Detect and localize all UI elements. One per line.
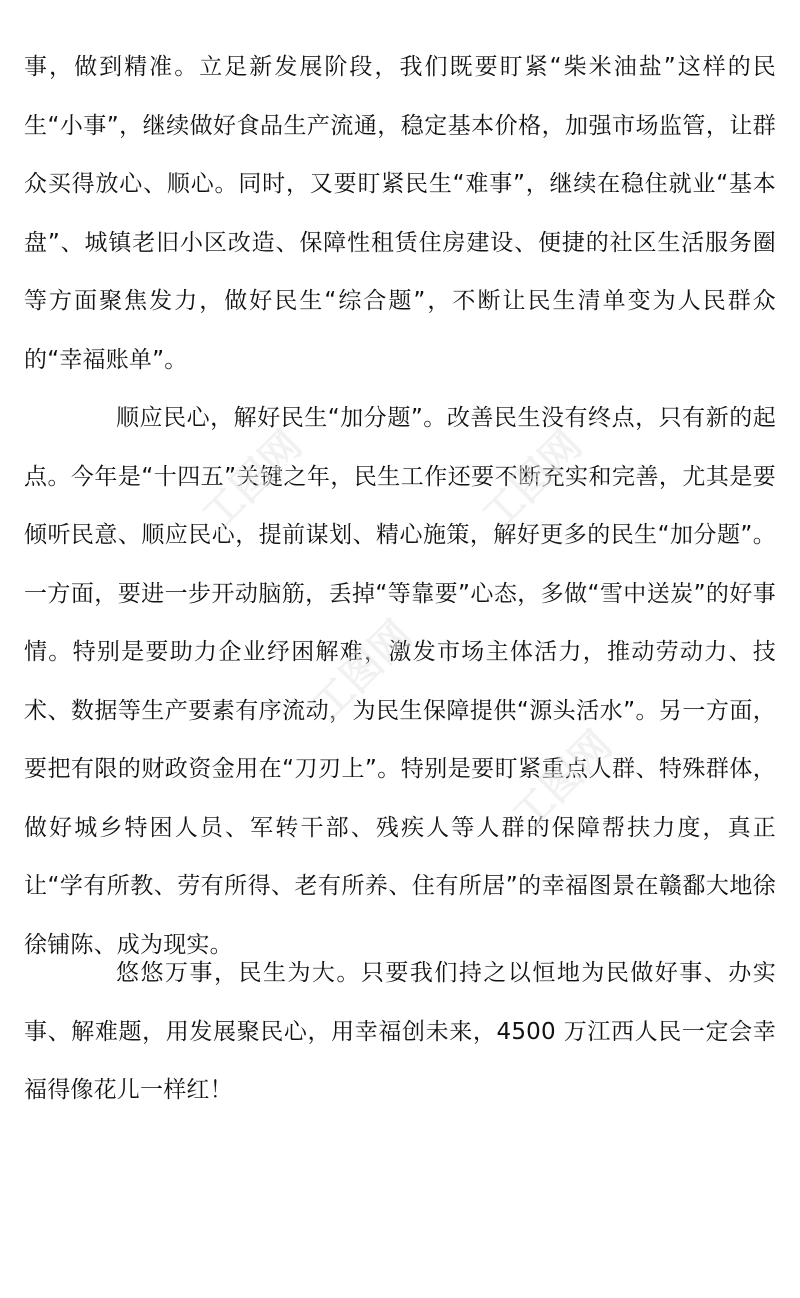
paragraph-1: 事，做到精准。立足新发展阶段，我们既要盯紧“柴米油盐”这样的民生“小事”，继续做好食品生产流通，稳定基本价格，加强市场监管，让群众买得放心、顺心。同时，又要盯紧民生“难事”，继续在稳住就业“基本盘”、城镇老旧小区改造、保障性租赁住房建设、便捷的社区生活服务圈等方面聚焦发力，做好民生“综合题”，不断让民生清单变为人民群众的“幸福账单”。 xyxy=(24,54,776,373)
watermark: 工图网 xyxy=(193,422,312,540)
paragraph-2: 顺应民心，解好民生“加分题”。改善民生没有终点，只有新的起点。今年是“十四五”关键之年，民生工作还要不断充实和完善，尤其是要倾听民意、顺应民心，提前谋划、精心施策，解好更多的民生“加分题”。一方面，要进一步开动脑筋，丢掉“等靠要”心态，多做“雪中送炭”的好事情。特别是要助力企业纾困解难，激发市场主体活力，推动劳动力、技术、数据等生产要素有序流动，为民生保障提供“源头活水”。另一方面，要把有限的财政资金用在“刀刃上”。特别是要盯紧重点人群、特殊群体，做好城乡特困人员、军转干部、残疾人等人群的保障帮扶力度，真正让“学有所教、劳有所得、老有所养、住有所居”的幸福图景在赣鄱大地徐徐铺陈、成为现实。 xyxy=(24,405,776,958)
watermark: 工图网 xyxy=(303,612,422,730)
paragraph-3: 悠悠万事，民生为大。只要我们持之以恒地为民做好事、办实事、解难题，用发展聚民心，用幸福创未来，4500 万江西人民一定会幸福得像花儿一样红！ xyxy=(24,960,776,1103)
watermark: 工图网 xyxy=(503,722,622,840)
watermark: 工图网 xyxy=(473,422,592,540)
